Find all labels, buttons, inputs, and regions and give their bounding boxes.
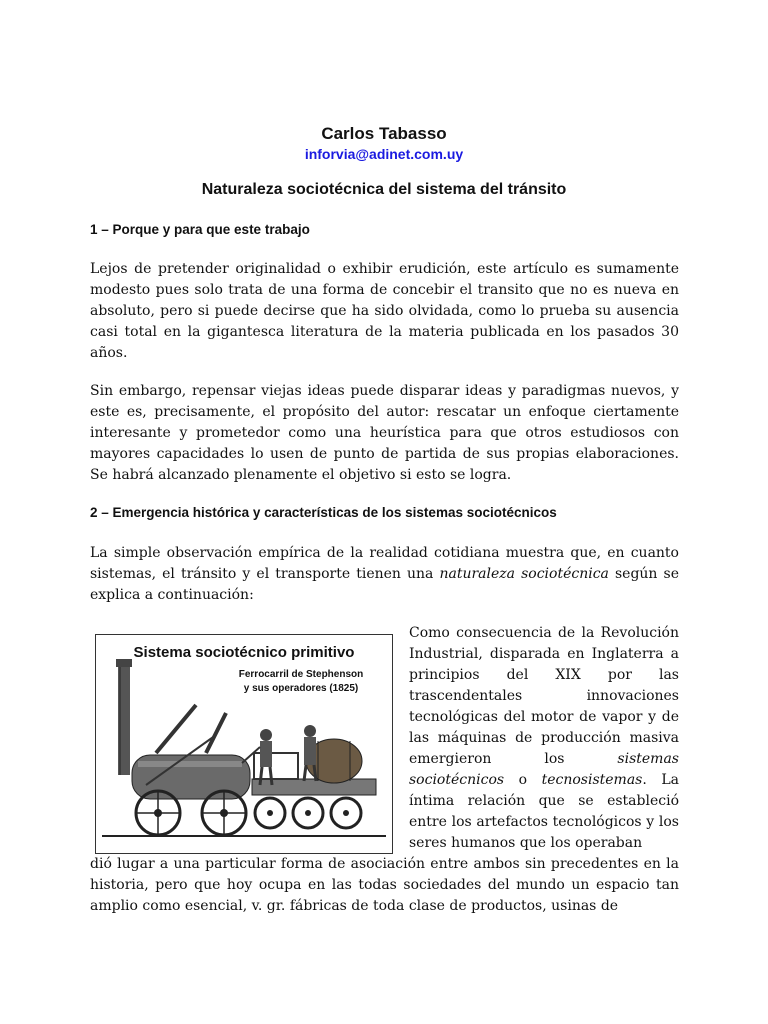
section-1-paragraph-2: Sin embargo, repensar viejas ideas puede disparar ideas y paradigmas nuevos, y este es, precisamente, el propósito del autor: rescatar un enfoque ciertamente interesante y prometedor como una heurística para que otros estudiosos con mayores capacidades lo usen de punto de partida de sus propias elaboraciones. Se habrá alcanzado plenamente el objetivo si esto se logra.: [90, 383, 679, 483]
text-run: según se explica a continuación:: [90, 566, 679, 603]
text-run: o: [504, 772, 542, 788]
section-1-paragraph-1: Lejos de pretender originalidad o exhibir erudición, este artículo es sumamente modesto pues solo trata de una forma de concebir el transito que no es nueva en absoluto, pero si puede decirse que ha sido olvidada, como lo prueba su ausencia casi total en la gigantesca literatura de la materia publicada en los pasados 30 años.: [90, 261, 679, 361]
section-2-heading: 2 – Emergencia histórica y características de los sistemas sociotécnicos: [90, 505, 557, 520]
author-email-link[interactable]: inforvia@adinet.com.uy: [304, 146, 464, 162]
emphasis-text: sistemas sociotécnicos: [409, 751, 679, 788]
figure-subtitle-line-2: y sus operadores (1825): [243, 683, 359, 694]
text-run: La simple observación empírica de la realidad cotidiana muestra que, en cuanto sistemas, el tránsito y el transporte tienen una: [90, 545, 679, 582]
section-2-wrapped-column: [409, 623, 679, 854]
author-name: Carlos Tabasso: [321, 124, 447, 143]
document-title: Naturaleza sociotécnica del sistema del tránsito: [201, 181, 567, 198]
text-run: Como consecuencia de la Revolución Industrial, disparada en Inglaterra a principios del XIX por las trascendentales innovaciones tecnológicas del motor de vapor y de las máquinas de producción masiva emergieron los: [409, 625, 679, 767]
locomotive-illustration: [96, 635, 392, 853]
locomotive-figure: [95, 634, 393, 854]
emphasis-text: tecnosistemas: [541, 772, 643, 788]
section-1-heading: 1 – Porque y para que este trabajo: [90, 222, 310, 237]
section-2-paragraph-continuation: dió lugar a una particular forma de asociación entre ambos sin precedentes en la historia, pero que hoy ocupa en las todas sociedades del mundo un espacio tan amplio como esencial, v. gr. fábricas de toda clase de productos, usinas de: [90, 856, 679, 914]
section-2-paragraph-1: [90, 543, 679, 606]
emphasis-text: naturaleza sociotécnica: [439, 566, 609, 582]
text-run: . La íntima relación que se estableció entre los artefactos tecnológicos y los seres humanos que los operaban: [409, 772, 679, 851]
figure-subtitle-line-1: Ferrocarril de Stephenson: [238, 669, 364, 680]
figure-title: Sistema sociotécnico primitivo: [133, 644, 355, 661]
